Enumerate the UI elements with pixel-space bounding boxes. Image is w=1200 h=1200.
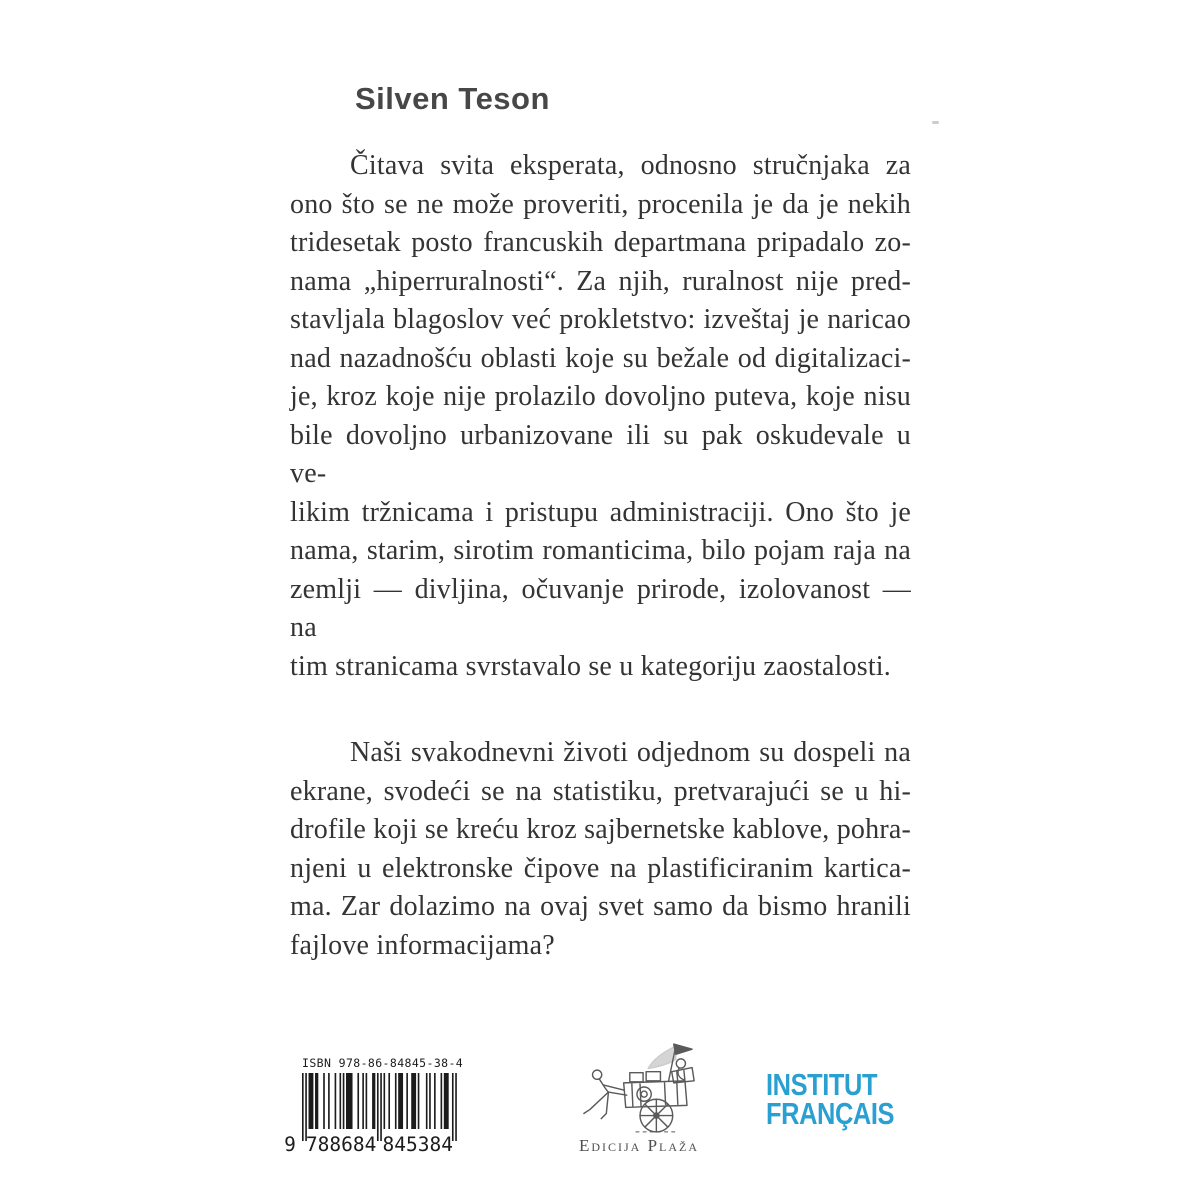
text-line: drofile koji se kreću kroz sajbernetske kablove, pohra- — [290, 814, 911, 845]
institut-francais-logo — [766, 1067, 922, 1131]
text-line: ma. Zar dolazimo na ovaj svet samo da bismo hranili — [290, 891, 911, 922]
blurb-text — [290, 147, 911, 965]
text-line: je, kroz koje nije prolazilo dovoljno puteva, koje nisu — [290, 381, 911, 412]
text-line: zemlji — divljina, očuvanje prirode, izolovanost — na — [290, 573, 911, 643]
publisher-caption: Edicija Plaža — [578, 1136, 700, 1155]
svg-text:9: 9 — [284, 1133, 296, 1155]
text-line: ekrane, svodeći se na statistiku, pretvarajući se u hi- — [290, 775, 911, 807]
text-line: tim stranicama svrstavalo se u kategoriju zaostalosti. — [290, 650, 891, 682]
isbn-label: ISBN 978-86-84845-38-4 — [302, 1056, 464, 1070]
paragraph — [290, 147, 911, 686]
text-line: Naši svakodnevni životi odjednom su dospeli na — [350, 737, 911, 768]
publisher-logo — [575, 1040, 703, 1155]
text-line: likim tržnicama i pristupu administraciji. Ono što je — [290, 496, 911, 528]
text-line: nad nazadnošću oblasti koje su bežale od digitalizaci- — [290, 342, 911, 374]
text-line: bile dovoljno urbanizovane ili su pak oskudevale u ve- — [290, 419, 911, 489]
text-line: nama, starim, sirotim romanticima, bilo pojam raja na — [290, 535, 911, 566]
street-cart-illustration — [575, 1040, 703, 1136]
text-line: fajlove informacijama? — [290, 929, 555, 961]
scan-speck — [932, 121, 939, 124]
text-line: nama „hiperruralnosti“. Za njih, ruralnost nije pred- — [290, 265, 911, 297]
institut-line2: FRANÇAIS — [766, 1096, 895, 1131]
text-line: Čitava svita eksperata, odnosno stručnjaka za — [350, 150, 911, 181]
paragraph — [290, 734, 911, 965]
institut-line1: INSTITUT — [766, 1067, 878, 1102]
text-line: stavljala blagoslov već prokletstvo: izveštaj je naricao — [290, 304, 911, 335]
svg-text:788684: 788684 — [305, 1133, 377, 1155]
ean13-barcode — [283, 1073, 459, 1155]
author-name: Silven Teson — [355, 81, 550, 116]
text-line: njeni u elektronske čipove na plastificiranim kartica- — [290, 852, 911, 884]
text-line: tridesetak posto francuskih departmana pripadalo zo- — [290, 227, 911, 258]
text-line: ono što se ne može proveriti, procenila je da je nekih — [290, 188, 911, 220]
svg-text:845384: 845384 — [382, 1133, 453, 1155]
